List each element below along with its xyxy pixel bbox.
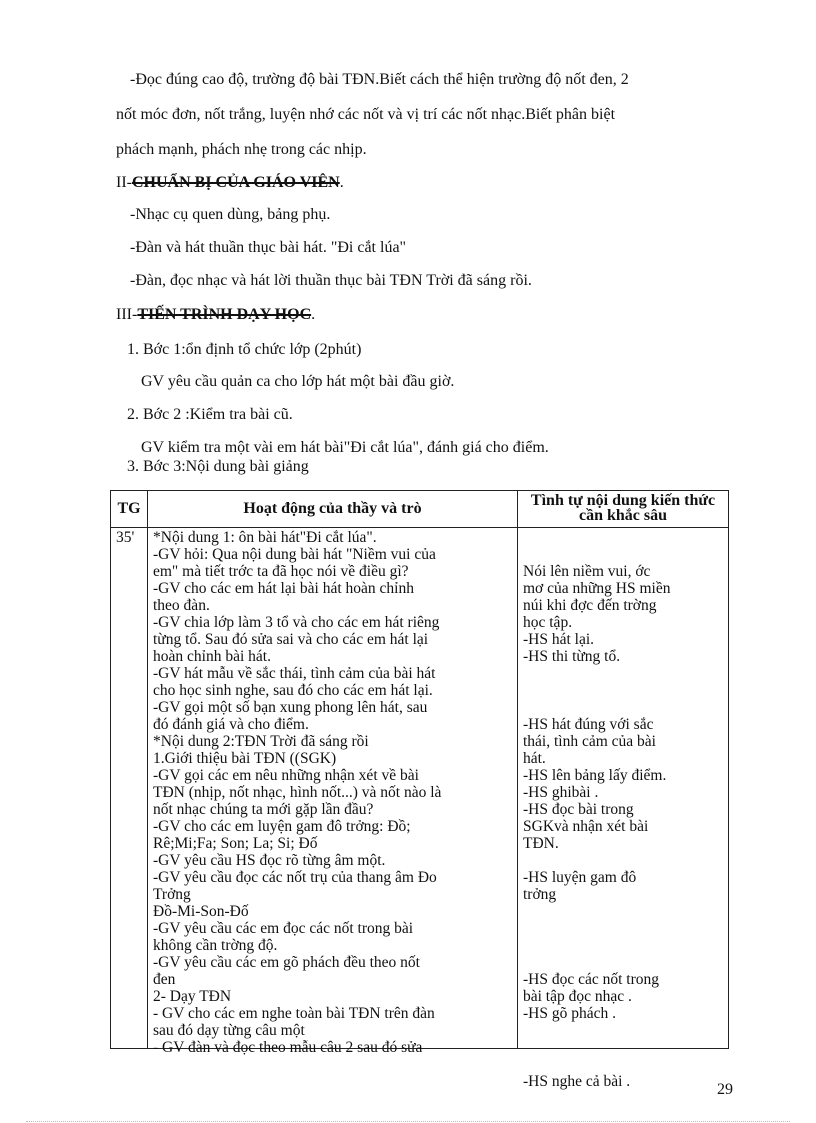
knowledge-line: SGKvà nhận xét bài [523, 818, 649, 835]
step-3-label: 3. Bớc 3:Nội dung bài giảng [127, 458, 309, 475]
activity-line: TĐN (nhịp, nốt nhạc, hình nốt...) và nốt nào là [153, 784, 442, 801]
activity-line: -GV cho các em luyện gam đô trởng: Đồ; [153, 818, 411, 835]
knowledge-line: học tập. [523, 614, 573, 631]
step-2-detail: GV kiểm tra một vài em hát bài"Đi cắt lúa", đánh giá cho điểm. [141, 439, 549, 456]
time-value: 35' [116, 529, 135, 546]
knowledge-line [523, 665, 724, 682]
knowledge-line [523, 852, 724, 869]
knowledge-line: núi khi đợc đến trờng [523, 597, 657, 614]
knowledge-line [523, 682, 724, 699]
activity-line: -GV cho các em hát lại bài hát hoàn chỉnh [153, 580, 414, 597]
knowledge-line [523, 1022, 724, 1039]
table-header-row [111, 491, 729, 528]
activity-line: Đồ-Mi-Son-Đố [153, 903, 249, 920]
section-3-number: III- [116, 306, 138, 323]
knowledge-line [523, 529, 724, 546]
intro-line-1: -Đọc đúng cao độ, trường độ bài TĐN.Biết cách thể hiện trường độ nốt đen, 2 [130, 71, 629, 88]
section-2-item-1: -Nhạc cụ quen dùng, bảng phụ. [130, 206, 331, 223]
activity-line: đó đánh giá và cho điểm. [153, 716, 309, 733]
knowledge-line [523, 920, 724, 937]
knowledge-line: -HS đọc các nốt trong [523, 971, 660, 988]
section-3-heading: III-TIẾN TRÌNH DẠY HỌC. [116, 306, 316, 323]
section-2-item-3: -Đàn, đọc nhạc và hát lời thuần thục bài TĐN Trời đã sáng rồi. [130, 272, 532, 289]
knowledge-line: mơ của những HS miền [523, 580, 671, 597]
activity-line: *Nội dung 2:TĐN Trời đã sáng rồi [153, 733, 369, 750]
activity-line: -GV yêu cầu các em gõ phách đều theo nốt [153, 954, 420, 971]
activity-line: Trởng [153, 886, 191, 903]
intro-line-3: phách mạnh, phách nhẹ trong các nhịp. [116, 141, 367, 158]
activity-line: từng tổ. Sau đó sửa sai và cho các em hát lại [153, 631, 429, 648]
section-2-item-2: -Đàn và hát thuần thục bài hát. "Đi cắt lúa" [130, 239, 407, 256]
activity-line: nốt nhạc chúng ta mới gặp lần đầu? [153, 801, 374, 818]
activity-line: Rê;Mi;Fa; Son; La; Si; Đố [153, 835, 318, 852]
knowledge-line: TĐN. [523, 835, 559, 852]
knowledge-line: hát. [523, 750, 546, 767]
knowledge-line [523, 954, 724, 971]
activity-line: -GV gọi các em nêu những nhận xét về bài [153, 767, 419, 784]
section-2-heading: II-CHUẨN BỊ CỦA GIÁO VIÊN. [116, 174, 344, 191]
footer-divider [26, 1121, 790, 1122]
knowledge-line [523, 937, 724, 954]
section-2-title: CHUẨN BỊ CỦA GIÁO VIÊN [131, 174, 340, 191]
header-activities: Hoạt động của thầy và trò [148, 491, 518, 528]
header-tg: TG [111, 491, 148, 528]
activities-cell [148, 528, 518, 1056]
step-1-label: 1. Bớc 1:ổn định tổ chức lớp (2phút) [127, 341, 362, 358]
activity-line: đen [153, 971, 176, 988]
knowledge-line: -HS luyện gam đô [523, 869, 637, 886]
knowledge-line: thái, tình cảm của bài [523, 733, 656, 750]
knowledge-line [523, 1039, 724, 1056]
time-cell [111, 528, 148, 1049]
activity-line: không cần trờng độ. [153, 937, 278, 954]
activity-line: cho học sinh nghe, sau đó cho các em hát lại. [153, 682, 433, 699]
activity-line: - GV cho các em nghe toàn bài TĐN trên đàn [153, 1005, 435, 1022]
page-number: 29 [717, 1081, 733, 1098]
activity-line: -GV yêu cầu các em đọc các nốt trong bài [153, 920, 414, 937]
activity-line: sau đó dạy từng câu một [153, 1022, 305, 1039]
knowledge-line: Nói lên niềm vui, ớc [523, 563, 651, 580]
activity-line: theo đàn. [153, 597, 210, 614]
activity-line: -GV yêu cầu HS đọc rõ từng âm một. [153, 852, 386, 869]
section-2-number: II- [116, 174, 132, 191]
knowledge-line: -HS hát đúng với sắc [523, 716, 654, 733]
knowledge-line [523, 903, 724, 920]
activity-line: -GV chia lớp làm 3 tổ và cho các em hát riêng [153, 614, 440, 631]
activity-line: 1.Giới thiệu bài TĐN ((SGK) [153, 750, 337, 767]
activity-line: -GV gọi một số bạn xung phong lên hát, sau [153, 699, 428, 716]
knowledge-line: -HS thi từng tổ. [523, 648, 621, 665]
knowledge-line: bài tập đọc nhạc . [523, 988, 632, 1005]
activity-line: -GV yêu cầu đọc các nốt trụ của thang âm Đo [153, 869, 437, 886]
section-3-title: TIẾN TRÌNH DẠY HỌC [137, 306, 312, 323]
knowledge-line [523, 1056, 724, 1073]
activity-line: - GV đàn và đọc theo mẫu câu 2 sau đó sửa [153, 1039, 423, 1056]
activity-line: -GV hỏi: Qua nội dung bài hát "Niềm vui của [153, 546, 436, 563]
knowledge-line: -HS ghibài . [523, 784, 599, 801]
knowledge-line: -HS nghe cả bài . [523, 1073, 631, 1090]
knowledge-line: -HS đọc bài trong [523, 801, 634, 818]
knowledge-line [523, 546, 724, 563]
step-1-detail: GV yêu cầu quản ca cho lớp hát một bài đầu giờ. [141, 373, 455, 390]
knowledge-line [523, 699, 724, 716]
knowledge-line: trởng [523, 886, 557, 903]
activity-line: 2- Dạy TĐN [153, 988, 232, 1005]
knowledge-line: -HS hát lại. [523, 631, 595, 648]
table-row [111, 528, 729, 1049]
lesson-plan-table [110, 490, 729, 1090]
activity-line: em" mà tiết trớc ta đã học nói về điều gì? [153, 563, 409, 580]
activity-line: hoàn chỉnh bài hát. [153, 648, 271, 665]
knowledge-cell [518, 528, 729, 1090]
header-knowledge: Tình tự nội dung kiến thức cần khắc sâu [518, 491, 729, 528]
intro-line-2: nốt móc đơn, nốt trắng, luyện nhớ các nốt và vị trí các nốt nhạc.Biết phân biệt [116, 106, 616, 123]
activity-line: *Nội dung 1: ôn bài hát"Đi cắt lúa". [153, 529, 377, 546]
step-2-label: 2. Bớc 2 :Kiểm tra bài cũ. [127, 406, 293, 423]
activity-line: -GV hát mẫu về sắc thái, tình cảm của bài hát [153, 665, 436, 682]
knowledge-line: -HS gõ phách . [523, 1005, 616, 1022]
knowledge-line: -HS lên bảng lấy điểm. [523, 767, 667, 784]
